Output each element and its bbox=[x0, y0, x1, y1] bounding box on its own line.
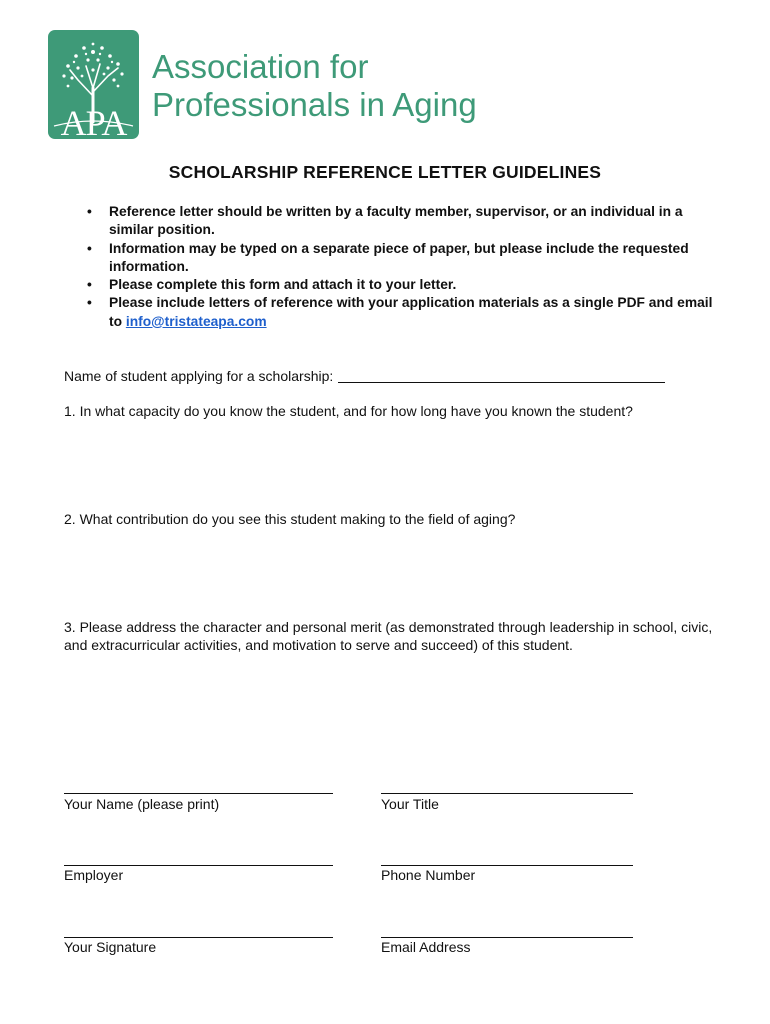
apa-logo bbox=[48, 30, 139, 139]
logo-letters: APA bbox=[60, 103, 127, 139]
phone-input-line[interactable] bbox=[381, 865, 633, 866]
bullet-icon: • bbox=[87, 277, 92, 293]
student-name-label: Name of student applying for a scholarship: bbox=[64, 368, 334, 384]
question-1: 1. In what capacity do you know the student, and for how long have you known the student? bbox=[64, 403, 633, 419]
employer-input-line[interactable] bbox=[64, 865, 333, 866]
question-3: 3. Please address the character and personal merit (as demonstrated through leadership in school, civic, and extracurricular activities, and motivation to serve and succeed) of this student. bbox=[64, 619, 713, 653]
document-title: SCHOLARSHIP REFERENCE LETTER GUIDELINES bbox=[168, 162, 602, 182]
guidelines-list bbox=[84, 203, 724, 331]
guideline-text: Information may be typed on a separate piece of paper, but please include the requested information. bbox=[109, 240, 689, 274]
student-name-field bbox=[64, 367, 665, 384]
bullet-icon: • bbox=[87, 295, 92, 311]
guideline-item bbox=[84, 276, 724, 294]
bullet-icon: • bbox=[87, 240, 92, 256]
email-link[interactable]: info@tristateapa.com bbox=[125, 313, 267, 329]
org-name-line-1: Association for bbox=[152, 48, 369, 85]
org-name-line-2: Professionals in Aging bbox=[152, 86, 477, 123]
your-title-label: Your Title bbox=[381, 796, 439, 812]
guideline-item bbox=[84, 203, 724, 240]
bullet-icon: • bbox=[87, 204, 92, 219]
signature-label: Your Signature bbox=[64, 939, 157, 955]
signature-input-line[interactable] bbox=[64, 937, 333, 938]
guideline-text: Reference letter should be written by a faculty member, supervisor, or an individual in a similar position. bbox=[109, 204, 683, 238]
student-name-input[interactable] bbox=[338, 367, 665, 383]
phone-label: Phone Number bbox=[381, 867, 476, 883]
question-2: 2. What contribution do you see this student making to the field of aging? bbox=[64, 511, 516, 527]
guideline-text: Please include letters of reference with your application materials as a single PDF and email to bbox=[109, 295, 713, 329]
guideline-item bbox=[84, 240, 724, 277]
your-title-input-line[interactable] bbox=[381, 793, 633, 794]
organization-name bbox=[152, 48, 477, 124]
guideline-text: Please complete this form and attach it to your letter. bbox=[109, 277, 457, 293]
employer-label: Employer bbox=[64, 867, 124, 883]
guideline-item bbox=[84, 294, 724, 331]
email-input-line[interactable] bbox=[381, 937, 633, 938]
email-label: Email Address bbox=[381, 939, 471, 955]
your-name-input-line[interactable] bbox=[64, 793, 333, 794]
your-name-label: Your Name (please print) bbox=[64, 796, 220, 812]
